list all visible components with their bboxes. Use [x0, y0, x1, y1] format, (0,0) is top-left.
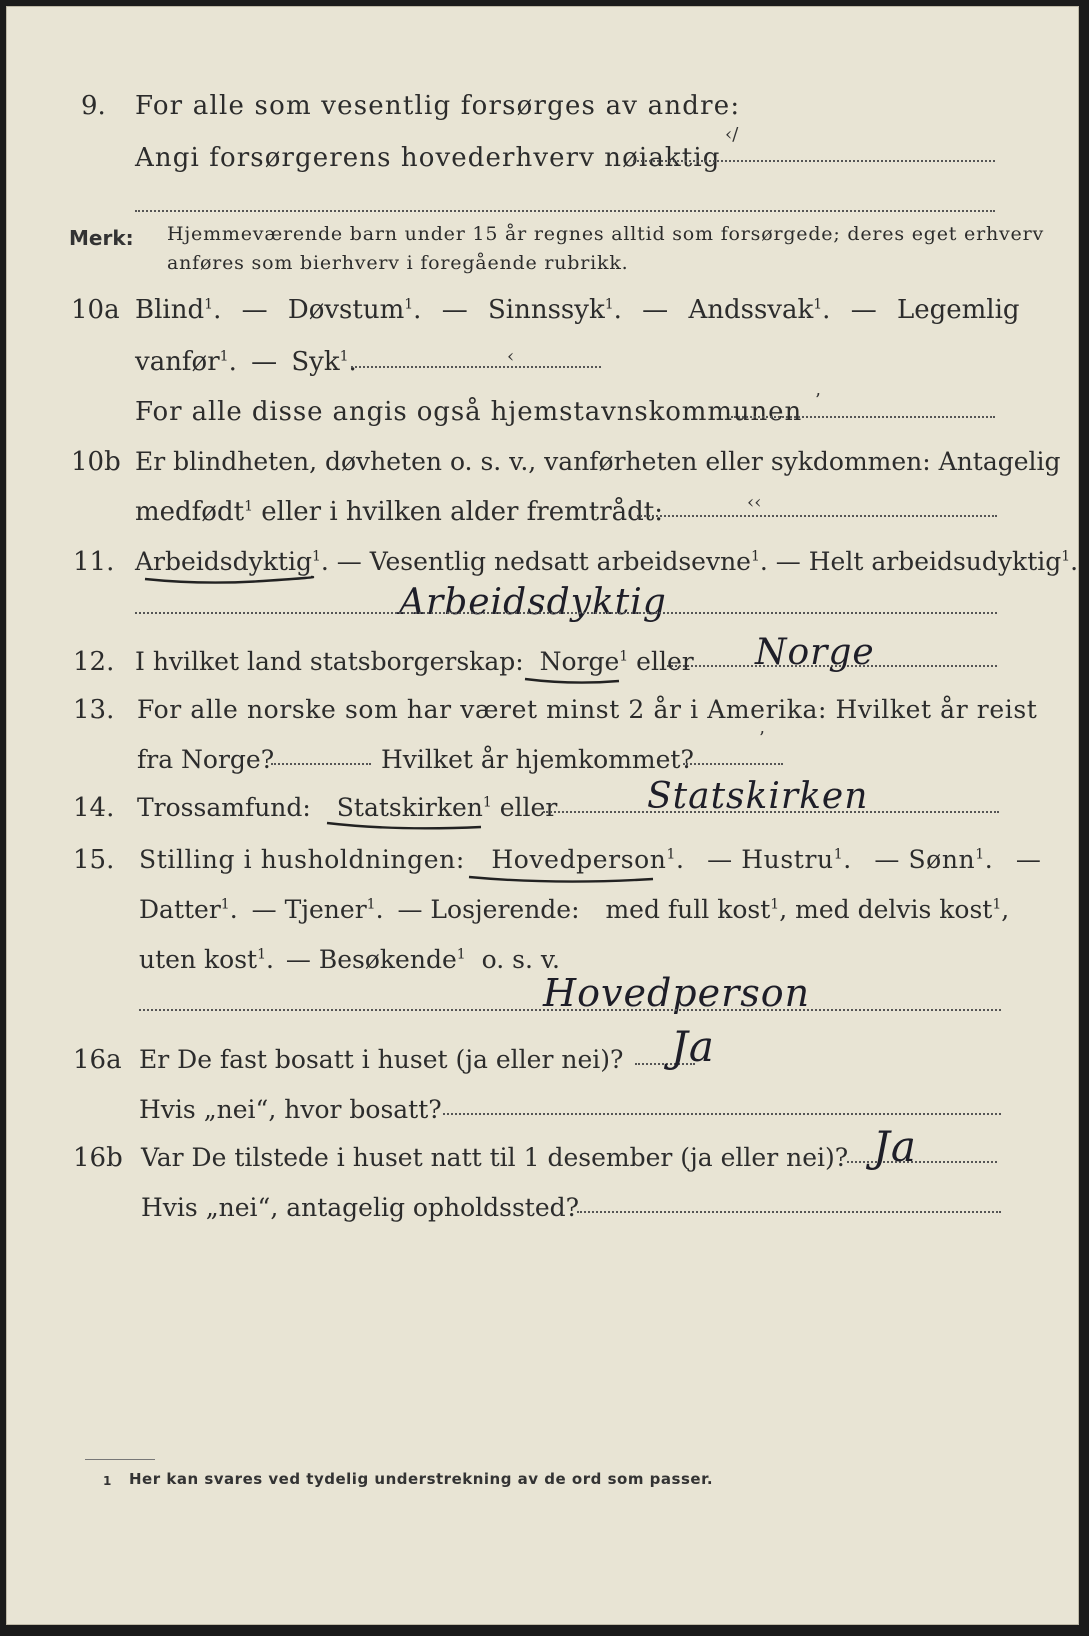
q9-answer-line	[633, 160, 995, 162]
q16b-answer-line	[847, 1161, 997, 1163]
q11-handwritten-answer: Arbeidsdyktig	[399, 582, 667, 623]
q16a-number: 16a	[73, 1045, 122, 1075]
q13-hjemkommet-line	[683, 763, 783, 765]
q15-line2: Datter$^1$. — Tjener$^1$. — Losjerende: med full kost$^1$, med delvis kost$^1$,	[139, 895, 1010, 924]
q11-answer-line	[135, 612, 997, 614]
q16b-number: 16b	[73, 1143, 123, 1173]
option-vanfor: vanfør	[135, 347, 220, 377]
q10a-number: 10a	[71, 295, 120, 325]
q10b-line2: medfødt$^1$ eller i hvilken alder fremtrådt:	[135, 497, 664, 527]
q10a-options-line1: Blind$^1$. — Døvstum$^1$. — Sinnssyk$^1$. — Andssvak$^1$. — Legemlig	[135, 295, 1020, 325]
q10b-number: 10b	[71, 447, 121, 477]
option-statskirken: Statskirken	[336, 793, 483, 822]
option-hovedperson: Hovedperson	[491, 845, 667, 874]
footnote-text: Her kan svares ved tydelig understrekning av de ord som passer.	[129, 1470, 714, 1488]
merk-line2: anføres som bierhverv i foregående rubrikk.	[167, 252, 629, 274]
q13-fra-norge: fra Norge?	[137, 745, 275, 774]
q12-number: 12.	[73, 647, 115, 677]
q12-question: I hvilket land statsborgerskap: Norge$^1$ eller	[135, 647, 694, 676]
q13-number: 13.	[73, 695, 115, 725]
q13-ditto-mark: ’	[759, 728, 765, 749]
q10a-ditto-mark-2: ’	[815, 390, 821, 411]
option-syk: Syk	[291, 347, 340, 377]
q15-line1: Stilling i husholdningen: Hovedperson$^1$. — Hustru$^1$. — Sønn$^1$. —	[139, 845, 1042, 874]
q13-line1: For alle norske som har været minst 2 år i Amerika: Hvilket år reist	[137, 695, 1038, 724]
option-andssvak: Andssvak	[688, 295, 814, 325]
q14-question: Trossamfund: Statskirken$^1$ eller	[137, 793, 558, 822]
footnote-marker: 1	[103, 1474, 112, 1488]
q10a-hjemstavn-line	[731, 416, 995, 418]
q16b-opholdssted-line	[577, 1211, 1001, 1213]
option-arbeidsdyktig: Arbeidsdyktig	[135, 547, 312, 576]
q15-number: 15.	[73, 845, 115, 875]
q9-ditto-mark: ‹/	[725, 124, 739, 145]
q9-answer-line-2	[135, 210, 995, 212]
q16a-handwritten-answer: Ja	[671, 1022, 715, 1071]
option-legemlig: Legemlig	[896, 295, 1020, 325]
q16a-bosatt-line	[443, 1113, 1001, 1115]
option-dovstum: Døvstum	[287, 295, 405, 325]
q16b-handwritten-answer: Ja	[873, 1122, 917, 1171]
q10a-answer-line	[351, 366, 601, 368]
merk-line1: Hjemmeværende barn under 15 år regnes alltid som forsørgede; deres eget erhverv	[167, 223, 1044, 245]
q11-options: Arbeidsdyktig$^1$. — Vesentlig nedsatt arbeidsevne$^1$. — Helt arbeidsudyktig$^1$.	[135, 547, 1079, 576]
q11-underline-mark	[143, 573, 313, 587]
option-sinnssyk: Sinnssyk	[487, 295, 605, 325]
census-form-page	[6, 6, 1079, 1625]
q10b-ditto-mark: ‹‹	[747, 492, 762, 513]
q9-line1: For alle som vesentlig forsørges av andre:	[135, 91, 741, 121]
q14-underline-mark	[325, 819, 485, 833]
q13-hjemkommet: Hvilket år hjemkommet?	[381, 745, 694, 774]
q14-handwritten-answer: Statskirken	[647, 776, 869, 817]
q10b-line1: Er blindheten, døvheten o. s. v., vanførheten eller sykdommen: Antagelig	[135, 447, 1061, 476]
q15-handwritten-answer: Hovedperson	[543, 971, 811, 1015]
q15-answer-line	[139, 1009, 1001, 1011]
q9-number: 9.	[81, 91, 106, 121]
q15-line3: uten kost$^1$. — Besøkende$^1$ o. s. v.	[139, 945, 560, 974]
q12-underline-mark	[523, 675, 623, 687]
option-norge: Norge	[539, 647, 620, 676]
q10a-options-line2: vanfør$^1$. — Syk$^1$.	[135, 347, 357, 377]
q10a-ditto-mark-1: ‹	[507, 346, 515, 367]
q13-reist-line	[271, 763, 371, 765]
q15-underline-mark	[467, 873, 657, 887]
q16b-line1: Var De tilstede i huset natt til 1 desember (ja eller nei)?	[141, 1143, 849, 1172]
merk-label: Merk:	[69, 226, 134, 250]
footnote-rule	[85, 1459, 155, 1460]
option-blind: Blind	[135, 295, 205, 325]
q16a-line1: Er De fast bosatt i huset (ja eller nei)?	[139, 1045, 624, 1074]
q11-number: 11.	[73, 547, 115, 577]
q9-line2: Angi forsørgerens hovederhverv nøiaktig	[135, 143, 721, 173]
q10b-answer-line	[637, 515, 997, 517]
q16a-line2: Hvis „nei“, hvor bosatt?	[139, 1095, 442, 1124]
q10a-line3: For alle disse angis også hjemstavnskommunen	[135, 397, 803, 427]
q14-number: 14.	[73, 793, 115, 823]
q12-handwritten-answer: Norge	[755, 632, 875, 673]
q16b-line2: Hvis „nei“, antagelig opholdssted?	[141, 1193, 580, 1222]
